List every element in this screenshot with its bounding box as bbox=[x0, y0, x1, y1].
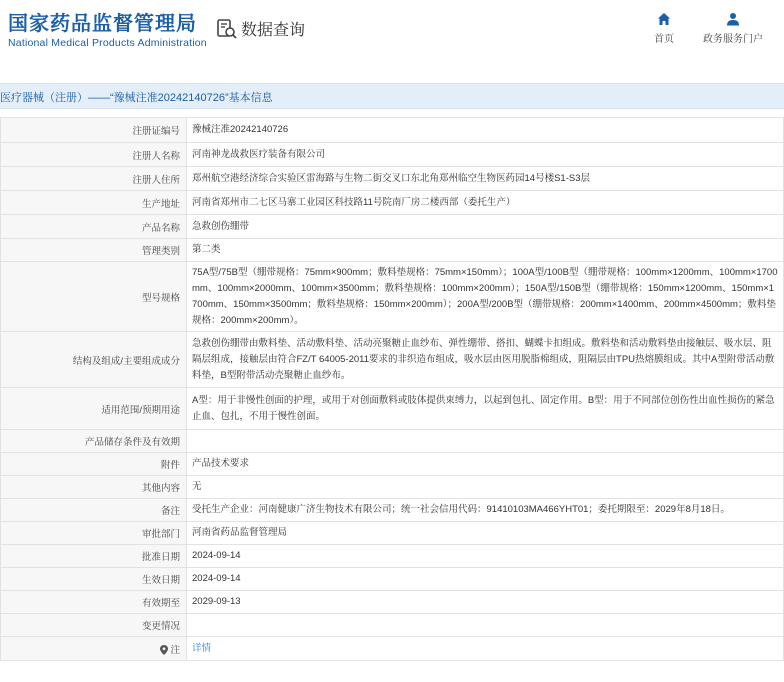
home-icon bbox=[657, 12, 671, 26]
row-key: 注册证编号 bbox=[1, 118, 187, 143]
row-key: 管理类别 bbox=[1, 239, 187, 262]
table-row bbox=[1, 388, 784, 430]
row-key: 批准日期 bbox=[1, 545, 187, 568]
table-row bbox=[1, 522, 784, 545]
row-value: 急救创伤绷带由敷料垫、活动敷料垫、活动亮聚糖止血纱布、弹性绷带、搭扣、蝴蝶卡扣组成。敷料垫和活动敷料垫由接触层、吸水层、阻隔层组成，接触层由符合FZ/T 64005-2011要求的非织造布组成，吸水层由医用脱脂棉组成，阻隔层由TPU热熔膜组成。其中A型附带活动敷料垫，B型附带活动壳聚糖止血纱布。 bbox=[187, 332, 784, 388]
table-row bbox=[1, 118, 784, 143]
table-row bbox=[1, 332, 784, 388]
row-value: 75A型/75B型（绷带规格：75mm×900mm；敷料垫规格：75mm×150mm）；100A型/100B型（绷带规格：100mm×1200mm、100mm×1700mm、100mm×2000mm、100mm×3500mm；敷料垫规格：100mm×200mm）；150A型/150B型（绷带规格：150mm×1200mm、150mm×1700mm、150mm×3500mm；敷料垫规格：150mm×200mm）；200A型/200B型（绷带规格：200mm×1400mm、200mm×4500mm；敷料垫规格：200mm×200mm）。 bbox=[187, 262, 784, 332]
row-key: 附件 bbox=[1, 453, 187, 476]
nav-home[interactable] bbox=[650, 12, 678, 45]
logo-english: National Medical Products Administration bbox=[8, 37, 207, 49]
detail-table bbox=[0, 117, 784, 661]
nav-home-label: 首页 bbox=[654, 34, 674, 45]
row-key: 其他内容 bbox=[1, 476, 187, 499]
table-row bbox=[1, 167, 784, 191]
location-pin-icon bbox=[160, 645, 168, 655]
table-row bbox=[1, 430, 784, 453]
breadcrumb: 医疗器械（注册）——“豫械注准20242140726”基本信息 bbox=[0, 92, 273, 104]
table-row bbox=[1, 476, 784, 499]
table-row bbox=[1, 568, 784, 591]
table-row bbox=[1, 262, 784, 332]
logo-chinese: 国家药品监督管理局 bbox=[8, 11, 197, 35]
row-value bbox=[187, 614, 784, 637]
row-key: 产品储存条件及有效期 bbox=[1, 430, 187, 453]
row-value: 2024-09-14 bbox=[187, 545, 784, 568]
row-key: 适用范围/预期用途 bbox=[1, 388, 187, 430]
row-value: 2024-09-14 bbox=[187, 568, 784, 591]
row-key: 生产地址 bbox=[1, 191, 187, 215]
table-row bbox=[1, 453, 784, 476]
row-value: 河南省郑州市二七区马寨工业园区科技路11号院南厂房二楼西部（委托生产） bbox=[187, 191, 784, 215]
row-key: 生效日期 bbox=[1, 568, 187, 591]
row-key: 注册人名称 bbox=[1, 143, 187, 167]
table-row bbox=[1, 143, 784, 167]
row-value: 第二类 bbox=[187, 239, 784, 262]
row-key: 审批部门 bbox=[1, 522, 187, 545]
row-value: 无 bbox=[187, 476, 784, 499]
details-link[interactable]: 详情 bbox=[192, 642, 212, 654]
data-query-title bbox=[216, 17, 305, 40]
row-key: 变更情况 bbox=[1, 614, 187, 637]
row-value: 急救创伤绷带 bbox=[187, 215, 784, 239]
note-value bbox=[187, 637, 784, 661]
table-row bbox=[1, 499, 784, 522]
row-value: 2029-09-13 bbox=[187, 591, 784, 614]
note-key-cell bbox=[1, 637, 187, 661]
table-row bbox=[1, 545, 784, 568]
row-value: 受托生产企业：河南健康广济生物技术有限公司；统一社会信用代码：91410103MA466YHT01；委托期限至：2029年8月18日。 bbox=[187, 499, 784, 522]
nav-service-portal[interactable] bbox=[700, 12, 766, 45]
user-icon bbox=[726, 12, 740, 26]
row-value: 河南神龙战救医疗装备有限公司 bbox=[187, 143, 784, 167]
table-row bbox=[1, 239, 784, 262]
table-row bbox=[1, 614, 784, 637]
breadcrumb-bar bbox=[0, 83, 784, 109]
table-row bbox=[1, 591, 784, 614]
row-value: 郑州航空港经济综合实验区雷海路与生物二街交叉口东北角郑州临空生物医药园14号楼S1-S3层 bbox=[187, 167, 784, 191]
nav-portal-label: 政务服务门户 bbox=[703, 34, 763, 45]
document-search-icon bbox=[216, 18, 238, 40]
row-key: 型号规格 bbox=[1, 262, 187, 332]
row-key: 有效期至 bbox=[1, 591, 187, 614]
table-row bbox=[1, 215, 784, 239]
note-key: 注 bbox=[170, 644, 180, 656]
note-row bbox=[1, 637, 784, 661]
row-value: 产品技术要求 bbox=[187, 453, 784, 476]
data-query-label: 数据查询 bbox=[241, 22, 306, 39]
row-value bbox=[187, 430, 784, 453]
row-key: 注册人住所 bbox=[1, 167, 187, 191]
site-logo[interactable] bbox=[8, 12, 207, 49]
row-value: A型：用于非慢性创面的护理，或用于对创面敷料或肢体提供束缚力，以起到包扎、固定作用。B型：用于不同部位创伤性出血性损伤的紧急止血、包扎，不用于慢性创面。 bbox=[187, 388, 784, 430]
table-row bbox=[1, 191, 784, 215]
row-value: 河南省药品监督管理局 bbox=[187, 522, 784, 545]
row-key: 产品名称 bbox=[1, 215, 187, 239]
row-key: 备注 bbox=[1, 499, 187, 522]
row-value: 豫械注准20242140726 bbox=[187, 118, 784, 143]
row-key: 结构及组成/主要组成成分 bbox=[1, 332, 187, 388]
site-header bbox=[0, 0, 784, 70]
